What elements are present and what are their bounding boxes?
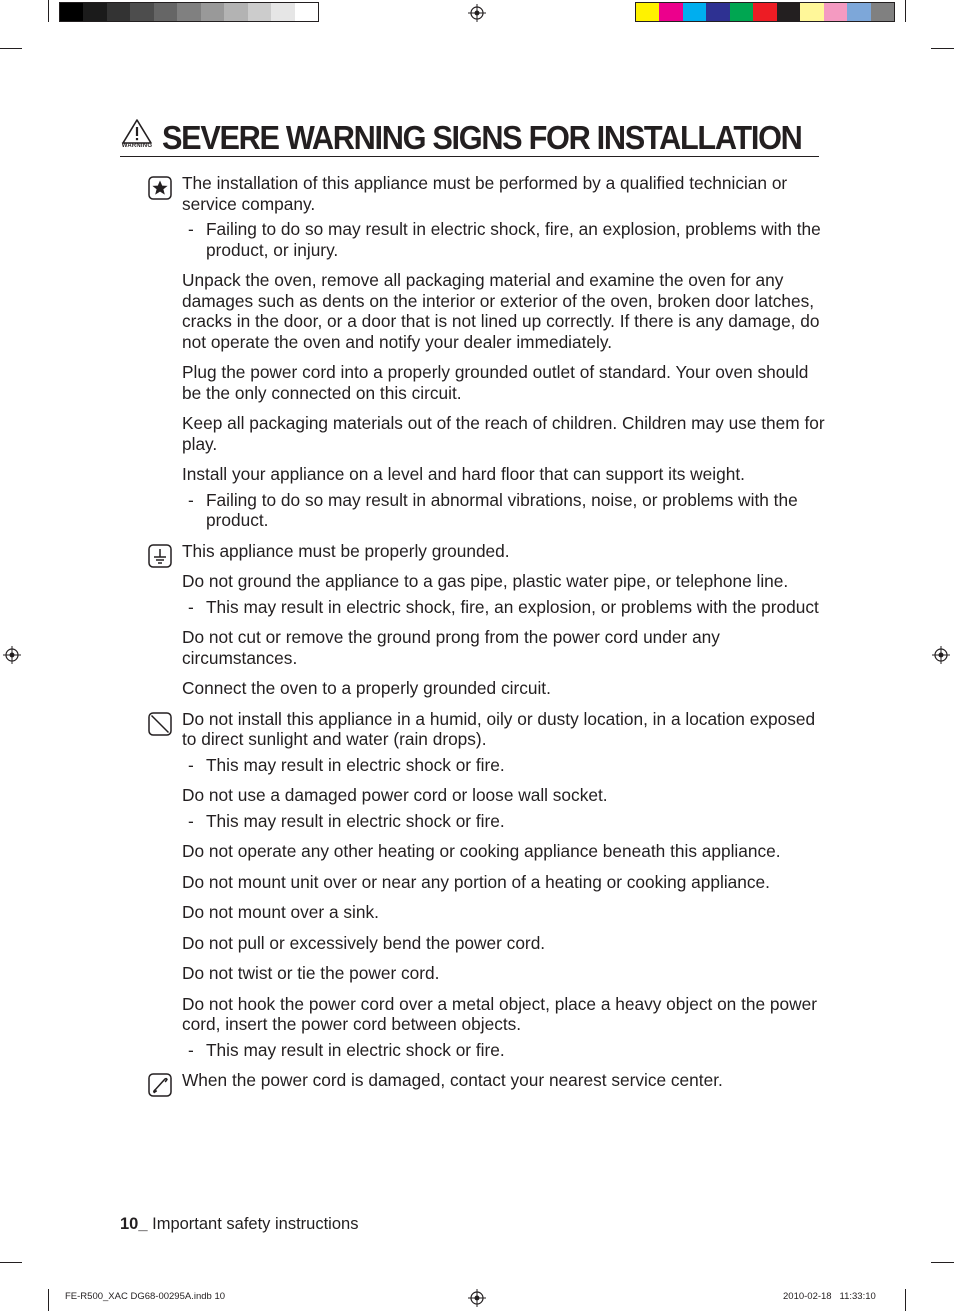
color-swatch <box>224 3 247 21</box>
group-items <box>182 1070 828 1091</box>
dash-bullet: - <box>188 596 194 617</box>
warning-item: Connect the oven to a properly grounded circuit. <box>182 678 551 698</box>
color-swatch <box>824 3 847 21</box>
color-swatch <box>636 3 659 21</box>
color-swatch <box>706 3 729 21</box>
page-number: 10_ <box>120 1215 148 1233</box>
dash-bullet: - <box>188 489 194 510</box>
trim-mark <box>905 1289 906 1311</box>
trim-mark <box>931 1262 954 1263</box>
warning-item: Plug the power cord into a properly grounded outlet of standard. Your oven should be the only connected on this circuit. <box>182 362 809 403</box>
registration-mark-icon <box>932 646 950 664</box>
color-swatch <box>154 3 177 21</box>
color-swatch <box>201 3 224 21</box>
warning-item: Do not mount unit over or near any portion of a heating or cooking appliance. <box>182 871 770 892</box>
warning-list <box>148 173 828 1101</box>
slug-timestamp: 2010-02-18 11:33:10 <box>783 1291 876 1302</box>
warning-group-contact <box>148 1070 828 1091</box>
consequence-text: This may result in electric shock or fire. <box>206 754 505 775</box>
color-swatch <box>847 3 870 21</box>
dash-bullet: - <box>188 810 194 831</box>
warning-item: Do not cut or remove the ground prong from the power cord under any circumstances. <box>182 627 720 668</box>
consequence-note <box>182 1040 828 1061</box>
warning-item: Do not ground the appliance to a gas pipe, plastic water pipe, or telephone line. <box>182 571 789 591</box>
page-footer <box>120 1215 358 1234</box>
color-swatch <box>177 3 200 21</box>
trim-mark <box>48 1289 49 1311</box>
warning-item: Do not twist or tie the power cord. <box>182 963 440 983</box>
color-swatch <box>107 3 130 21</box>
warning-label: WARNING <box>121 143 153 149</box>
registration-mark-icon <box>468 4 486 22</box>
warning-group-prohibited <box>148 709 828 1061</box>
warning-item: Do not pull or excessively bend the power cord. <box>182 932 546 953</box>
warning-item: Keep all packaging materials out of the reach of children. Children may use them for play. <box>182 413 825 454</box>
trim-mark <box>931 48 954 49</box>
consequence-note <box>182 219 828 260</box>
consequence-text: Failing to do so may result in abnormal vibrations, noise, or problems with the product. <box>206 489 798 530</box>
warning-item: Do not use a damaged power cord or loose wall socket. <box>182 785 608 805</box>
dash-bullet: - <box>188 219 194 239</box>
warning-item: The installation of this appliance must be performed by a qualified technician or service company. <box>182 173 788 214</box>
color-swatch <box>800 3 823 21</box>
group-items <box>182 709 828 1061</box>
group-items <box>182 173 828 531</box>
slug-file-info: FE-R500_XAC DG68-00295A.indb 10 <box>65 1291 226 1302</box>
consequence-text: Failing to do so may result in electric shock, fire, an explosion, problems with the product, or injury. <box>206 219 821 260</box>
trim-mark <box>905 0 906 22</box>
color-swatch <box>683 3 706 21</box>
warning-item: Do not operate any other heating or cooking appliance beneath this appliance. <box>182 841 781 861</box>
warning-item: Unpack the oven, remove all packaging material and examine the oven for any damages such as dents on the interior or exterior of the oven, broken door latches, cracks in the door, or a door that is not lined up correctly. If there is any damage, do not operate the oven and notify your dealer immediately. <box>182 270 820 352</box>
phone-icon <box>148 1073 172 1097</box>
warning-group-grounding <box>148 541 828 699</box>
process-color-bar <box>635 2 895 22</box>
color-swatch <box>753 3 776 21</box>
warning-group-general <box>148 173 828 531</box>
color-swatch <box>248 3 271 21</box>
dash-bullet: - <box>188 754 194 775</box>
trim-mark <box>0 48 22 49</box>
color-swatch <box>295 3 318 21</box>
ground-icon <box>148 544 172 568</box>
registration-mark-icon <box>468 1289 486 1307</box>
color-swatch <box>60 3 83 21</box>
color-swatch <box>777 3 800 21</box>
group-items <box>182 541 828 699</box>
warning-item: Install your appliance on a level and hard floor that can support its weight. <box>182 464 745 484</box>
page-title: SEVERE WARNING SIGNS FOR INSTALLATION <box>162 119 802 156</box>
warning-item: Do not hook the power cord over a metal object, place a heavy object on the power cord, insert the power cord between objects. <box>182 993 817 1034</box>
color-swatch <box>730 3 753 21</box>
warning-item: Do not mount over a sink. <box>182 902 379 922</box>
grayscale-color-bar <box>59 2 319 22</box>
consequence-note <box>182 597 828 618</box>
consequence-note <box>182 811 828 832</box>
consequence-text: This may result in electric shock or fire. <box>206 810 505 831</box>
trim-mark <box>0 1262 22 1263</box>
consequence-note <box>182 490 828 531</box>
prohibited-icon <box>148 712 172 736</box>
color-swatch <box>871 3 894 21</box>
star-icon <box>148 176 172 200</box>
color-swatch <box>83 3 106 21</box>
color-swatch <box>130 3 153 21</box>
warning-item: This appliance must be properly grounded. <box>182 540 510 561</box>
footer-section-name: Important safety instructions <box>147 1215 359 1233</box>
dash-bullet: - <box>188 1039 194 1060</box>
consequence-text: This may result in electric shock or fire. <box>206 1039 505 1060</box>
consequence-text: This may result in electric shock, fire, an explosion, or problems with the product <box>206 596 819 617</box>
section-header <box>120 118 819 157</box>
color-swatch <box>659 3 682 21</box>
warning-item: When the power cord is damaged, contact your nearest service center. <box>182 1070 723 1090</box>
warning-item: Do not install this appliance in a humid, oily or dusty location, in a location exposed to direct sunlight and water (rain drops). <box>182 708 816 749</box>
registration-mark-icon <box>3 646 21 664</box>
color-swatch <box>271 3 294 21</box>
trim-mark <box>48 0 49 22</box>
consequence-note <box>182 755 828 776</box>
